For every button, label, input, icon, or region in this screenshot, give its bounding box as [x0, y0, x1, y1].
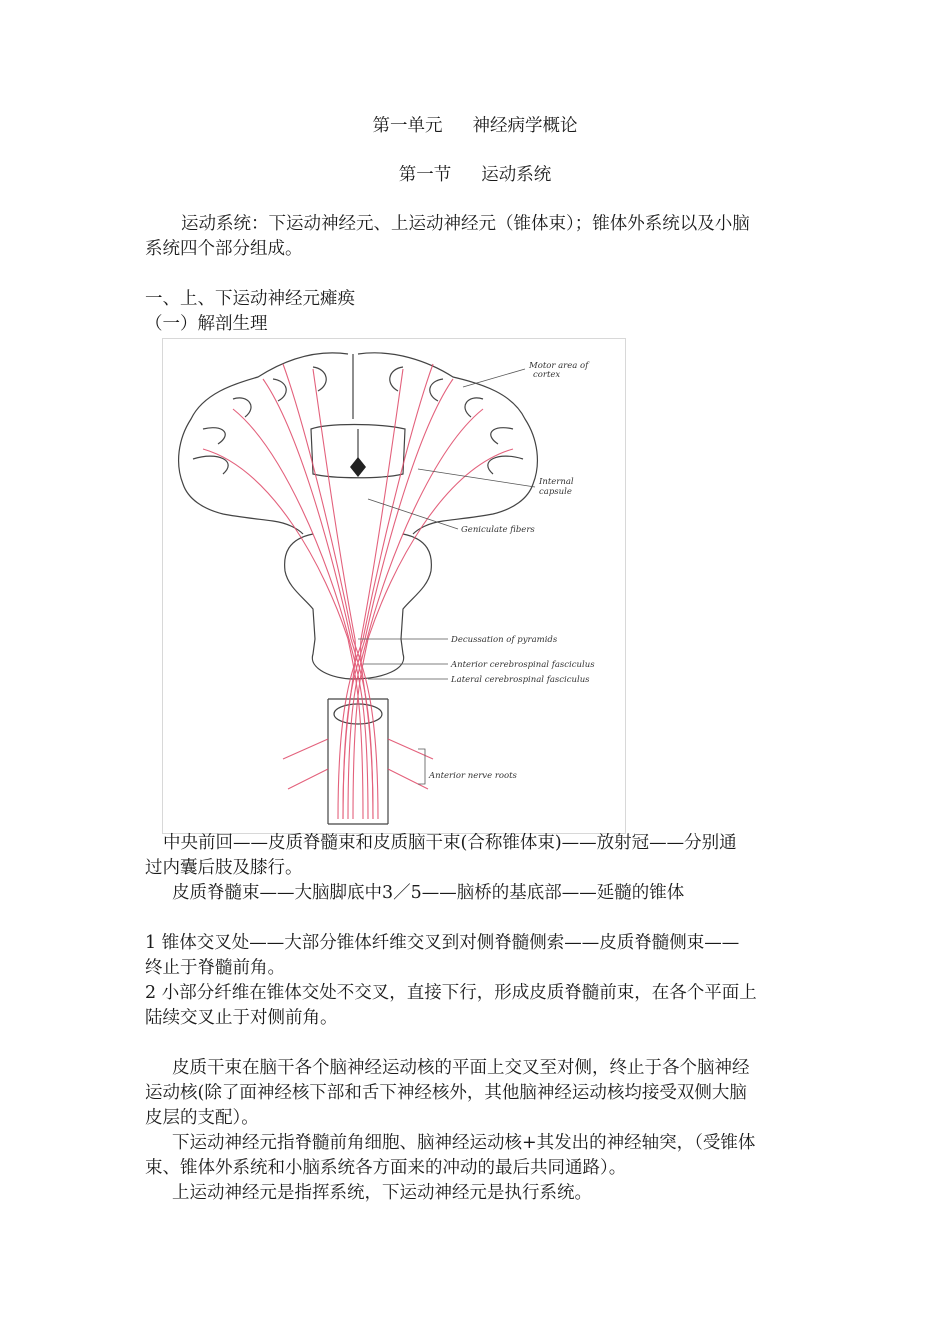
label-motor-area-1: Motor area of	[529, 361, 589, 371]
item1-line-1: 1 锥体交叉处——大部分锥体纤维交叉到对侧脊髓侧索——皮质脊髓侧束——	[145, 933, 740, 953]
label-nerve-roots: Anterior nerve roots	[429, 771, 517, 781]
section-heading	[0, 163, 950, 188]
section-label: 第一节	[398, 165, 452, 185]
p1-line-2: 过内囊后肢及膝行。	[145, 858, 303, 878]
p3-line-2: 运动核(除了面神经核下部和舌下神经核外，其他脑神经运动核均接受双侧大脑	[145, 1083, 747, 1103]
section-title: 运动系统	[481, 165, 552, 185]
p2: 皮质脊髓束——大脑脚底中3／5——脑桥的基底部——延髓的锥体	[172, 883, 685, 903]
unit-title: 神经病学概论	[472, 116, 578, 136]
label-anterior-fasciculus: Anterior cerebrospinal fasciculus	[451, 660, 595, 670]
label-internal-1: Internal	[539, 477, 574, 487]
label-decussation: Decussation of pyramids	[451, 635, 558, 645]
label-geniculate: Geniculate fibers	[461, 525, 535, 535]
pyramidal-tract-diagram	[163, 339, 625, 833]
label-motor-area-2: cortex	[533, 370, 561, 380]
p4-line-1: 下运动神经元指脊髓前角细胞、脑神经运动核+其发出的神经轴突，（受锥体	[172, 1133, 756, 1153]
item2-line-2: 陆续交叉止于对侧前角。	[145, 1008, 338, 1028]
p4-line-2: 束、锥体外系统和小脑系统各方面来的冲动的最后共同通路）。	[145, 1158, 627, 1178]
p3-line-3: 皮层的支配）。	[145, 1108, 259, 1128]
p3-line-1: 皮质干束在脑干各个脑神经运动核的平面上交叉至对侧，终止于各个脑神经	[172, 1058, 750, 1078]
brain-outline	[179, 353, 538, 824]
leader-lines	[358, 369, 535, 784]
label-internal-2: capsule	[539, 487, 572, 497]
item1-line-2: 终止于脊髓前角。	[145, 958, 285, 978]
label-lateral-fasciculus: Lateral cerebrospinal fasciculus	[451, 675, 590, 685]
unit-heading	[0, 114, 950, 139]
unit-label: 第一单元	[372, 116, 443, 136]
p1-line-1: 中央前回——皮质脊髓束和皮质脑干束(合称锥体束)——放射冠——分别通	[163, 833, 737, 853]
pyramidal-tract-figure	[162, 338, 626, 834]
intro-line-2: 系统四个部分组成。	[145, 239, 303, 259]
item2-line-1: 2 小部分纤维在锥体交处不交叉，直接下行，形成皮质脊髓前束，在各个平面上	[145, 983, 757, 1003]
sub1-title: （一）解剖生理	[145, 314, 268, 334]
p5: 上运动神经元是指挥系统，下运动神经元是执行系统。	[172, 1183, 592, 1203]
part1-title: 一、上、下运动神经元瘫痪	[145, 289, 355, 309]
intro-line-1: 运动系统：下运动神经元、上运动神经元（锥体束）；锥体外系统以及小脑	[181, 214, 750, 234]
ventricle-mark	[350, 457, 366, 477]
